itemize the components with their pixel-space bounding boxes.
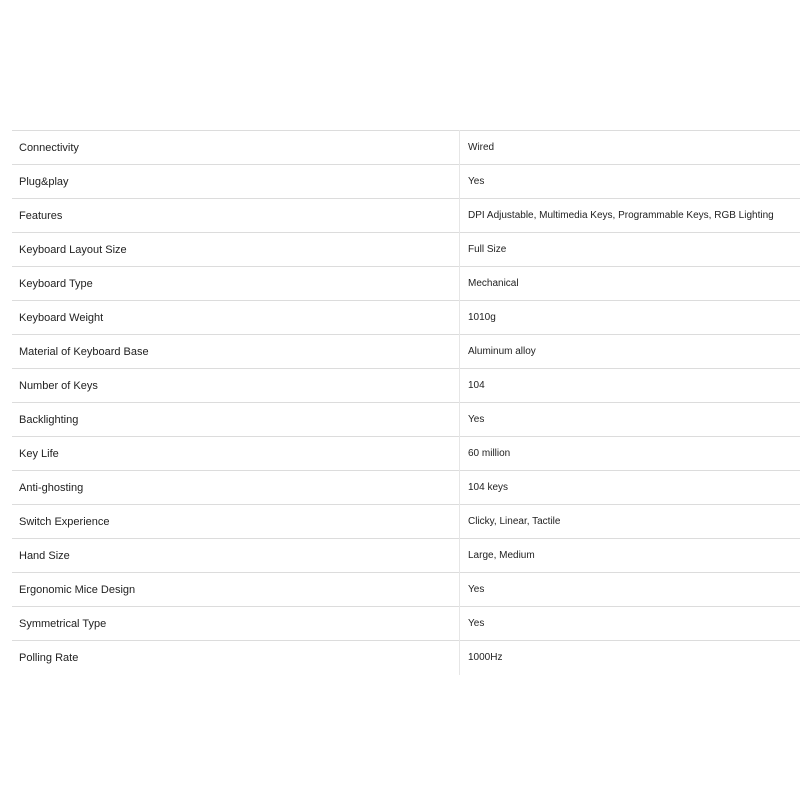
spec-value: Large, Medium — [468, 550, 535, 561]
table-row — [12, 505, 800, 539]
spec-value: Yes — [468, 618, 485, 629]
table-row — [12, 335, 800, 369]
table-row — [12, 301, 800, 335]
spec-label: Backlighting — [12, 403, 460, 437]
spec-value: Full Size — [468, 244, 507, 255]
spec-label: Ergonomic Mice Design — [12, 573, 460, 607]
spec-value: Yes — [468, 584, 485, 595]
spec-value: 1010g — [468, 312, 496, 323]
spec-label: Key Life — [12, 437, 460, 471]
spec-table-body — [12, 131, 800, 675]
table-row — [12, 131, 800, 165]
table-row — [12, 607, 800, 641]
spec-table — [12, 130, 800, 675]
spec-label: Polling Rate — [12, 641, 460, 675]
spec-label: Material of Keyboard Base — [12, 335, 460, 369]
table-row — [12, 437, 800, 471]
table-row — [12, 641, 800, 675]
spec-value: DPI Adjustable, Multimedia Keys, Programmable Keys, RGB Lighting — [468, 210, 774, 221]
table-row — [12, 369, 800, 403]
spec-value: Wired — [468, 142, 495, 153]
table-row — [12, 403, 800, 437]
spec-label: Symmetrical Type — [12, 607, 460, 641]
spec-label: Connectivity — [12, 131, 460, 165]
table-row — [12, 471, 800, 505]
table-row — [12, 165, 800, 199]
spec-value: 104 keys — [468, 482, 509, 493]
spec-value: Yes — [468, 414, 485, 425]
spec-label: Anti-ghosting — [12, 471, 460, 505]
table-row — [12, 539, 800, 573]
spec-value: 1000Hz — [468, 652, 503, 664]
spec-label: Keyboard Weight — [12, 301, 460, 335]
table-row — [12, 199, 800, 233]
table-row — [12, 573, 800, 607]
spec-label: Hand Size — [12, 539, 460, 573]
spec-label: Number of Keys — [12, 369, 460, 403]
spec-value: 60 million — [468, 448, 511, 459]
spec-label: Keyboard Layout Size — [12, 233, 460, 267]
table-row — [12, 233, 800, 267]
spec-value: Aluminum alloy — [468, 346, 536, 357]
spec-value: Mechanical — [468, 278, 519, 289]
table-row — [12, 267, 800, 301]
spec-value: Yes — [468, 176, 485, 187]
spec-label: Keyboard Type — [12, 267, 460, 301]
spec-label: Switch Experience — [12, 505, 460, 539]
spec-value: 104 — [468, 380, 485, 391]
spec-value: Clicky, Linear, Tactile — [468, 516, 561, 527]
spec-label: Plug&play — [12, 165, 460, 199]
spec-label: Features — [12, 199, 460, 233]
